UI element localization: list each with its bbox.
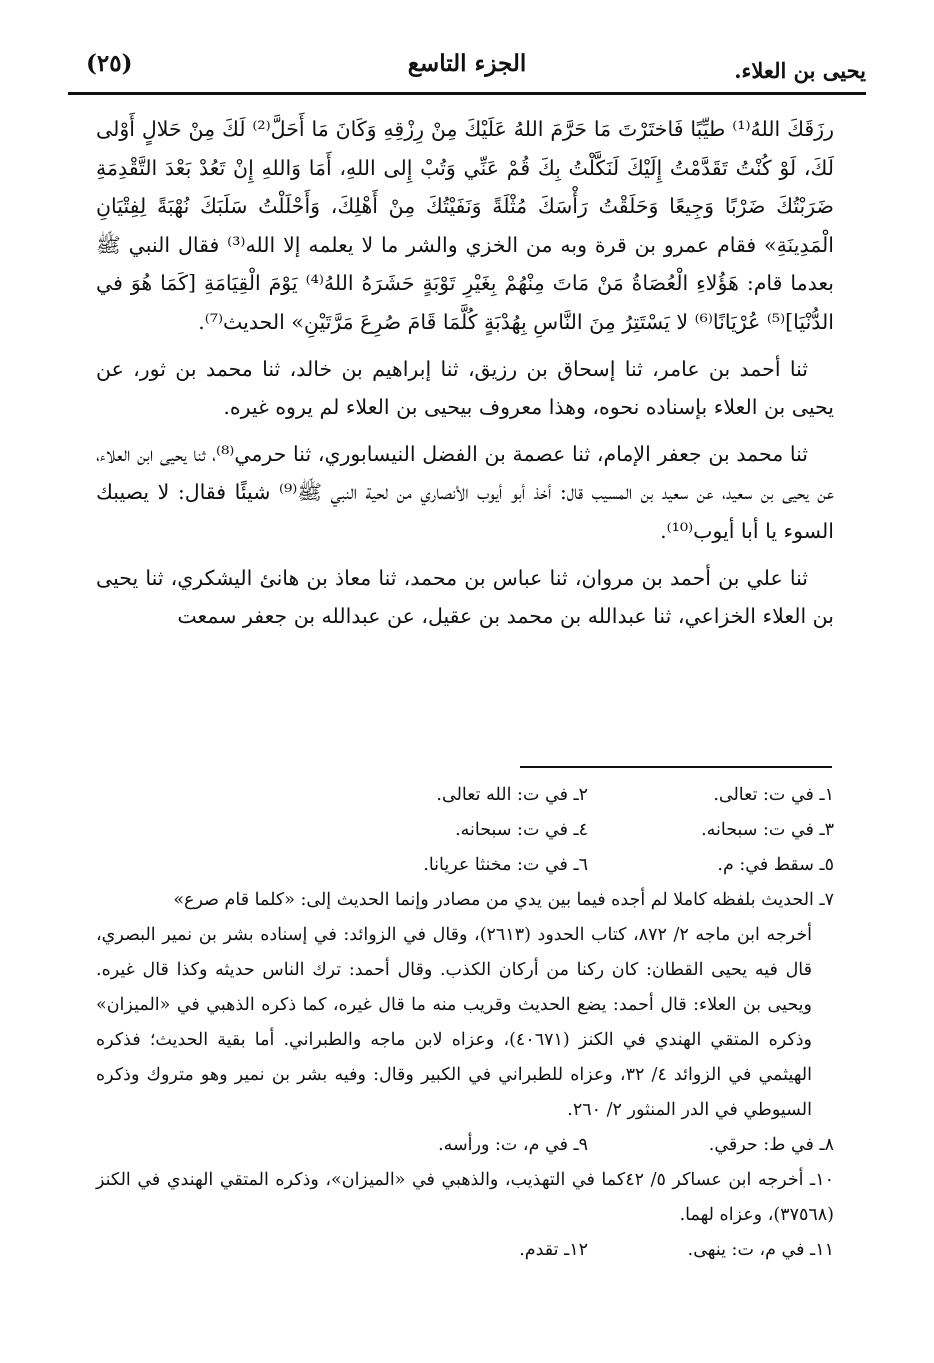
footnote: ٤ـ في ت: سبحانه. xyxy=(455,820,589,840)
paragraph: ثنا أحمد بن عامر، ثنا إسحاق بن رزيق، ثنا إبراهيم بن خالد، ثنا محمد بن ثور، عن يحيى بن العلاء بإسناده نحوه، وهذا معروف بيحيى بن العلاء لم يروه غيره. xyxy=(96,356,834,420)
page-header xyxy=(68,40,866,95)
text-line: يَوْمَ الْقِيَامَةِ [كَمَا هُوَ في الدُّنْيَا]⁽⁵⁾ عُرْيَانًا⁽⁶⁾ لا يَسْتَتِرُ مِنَ النَّاسِ بِهُدْبَةٍ كُلَّمَا قَامَ صُرِعَ xyxy=(96,271,834,334)
text-line: سَلَبَكَ نُهْبَةً لِفِتْيَانِ الْمَدِينَةِ» فقام عمرو بن قرة وبه من الخزي والشر ما لا يعلمه إلا xyxy=(96,194,834,257)
running-title: يحيى بن العلاء. xyxy=(734,58,866,83)
hadith-text xyxy=(96,110,834,342)
text-line: مَرَّتَيْنِ» الحديث⁽⁷⁾. xyxy=(198,309,354,334)
footnote-row xyxy=(96,1233,834,1268)
text-line: رزَقَكَ اللهُ⁽¹⁾ طيِّبًا فَاختَرْتَ مَا حَرَّمَ اللهُ عَلَيْكَ مِنْ رِزْقِهِ وَكَانَ مَا أَحَلَّ⁽²⁾ لَكَ مِنْ حَلالٍ xyxy=(141,117,834,141)
footnotes xyxy=(96,778,834,1268)
footnote-7-body: أخرجه ابن ماجه ٢/ ٨٧٢، كتاب الحدود (٢٦١٣)، وقال في الزوائد: في إسناده بشر بن نمير البصري، قال فيه يحيى القطان: كان ركنا من أركان الكذب. وقال أحمد: ترك الناس حديثه وكذا قال غيره. ويحيى بن العلاء: قال أحمد: يضع الحديث وقريب منه ما قال غيره، كما ذكره الذهبي في «الميزان» وذكره المتقي الهندي في الكنز (٤٠٦٧١)، وعزاه لابن ماجه والطبراني. أما بقية الحديث؛ فذكره الهيثمي في الزوائد ٤/ ٣٢، وعزاه للطبراني في الكبير وقال: وفيه بشر بن نمير وهو متروك وذكره السيوطي في الدر المنثور ٢/ ٢٦٠. xyxy=(96,925,812,1120)
footnote: ٣ـ في ت: سبحانه. xyxy=(701,820,834,840)
footnote: ٨ـ في ط: حرقي. xyxy=(708,1135,834,1155)
text-line: الله⁽³⁾ فقال النبي ﷺ بعدما قام: هَؤُلاءِ الْعُصَاةُ مَنْ مَاتَ مِنْهُمْ بِغَيْرِ تَوْبَةٍ حَشَرَهُ اللهُ⁽⁴⁾ xyxy=(96,232,834,296)
footnote-row xyxy=(96,778,834,813)
footnote: ٥ـ سقط في: م. xyxy=(717,855,834,875)
footnote-10: ١٠ـ أخرجه ابن عساكر ٥/ ٤٢كما في التهذيب، والذهبي في «الميزان»، وذكره المتقي الهندي في الكنز (٣٧٥٦٨)، وعزاه لهما. xyxy=(96,1170,834,1225)
footnote: ١ـ في ت: تعالى. xyxy=(713,785,834,805)
part-title: الجزء التاسع xyxy=(407,50,527,77)
footnote: ٦ـ في ت: مخنثا عريانا. xyxy=(423,855,589,875)
footnote-row xyxy=(96,848,834,883)
footnote-row xyxy=(96,813,834,848)
paragraph: ثنا علي بن أحمد بن مروان، ثنا عباس بن محمد، ثنا معاذ بن هانئ اليشكري، ثنا يحيى بن العلاء الخزاعي، ثنا عبدالله بن محمد بن عقيل، عن عبدالله بن جعفر سمعت xyxy=(96,565,834,629)
footnote: ٢ـ في ت: الله تعالى. xyxy=(436,785,589,805)
footnote: ١١ـ في م، ت: ينهى. xyxy=(687,1240,834,1260)
footnote-separator xyxy=(520,766,832,768)
paragraph: ثنا محمد بن جعفر الإمام، ثنا عصمة بن الفضل النيسابوري، ثنا حرمي⁽⁸⁾، ثنا يحيى ابن العلاء، عن يحيى بن سعيد، عن سعيد بن المسيب قال: أخذ أبو أيوب الأنصاري من لحية النبي ﷺ⁽⁹⁾ شيئًا فقال: لا يصيبك السوء يا أبا أيوب⁽¹⁰⁾. xyxy=(96,441,834,543)
main-text xyxy=(96,110,834,636)
footnote-7-heading: ٧ـ الحديث بلفظه كاملا لم أجده فيما بين يدي من مصادر وإنما الحديث إلى: «كلما قام صرع» xyxy=(173,890,834,910)
text-line: أَوْلى لَكَ، لَوْ كُنْتُ تَقَدَّمْتُ إِلَيْكَ لَنَكَّلْتُ بِكَ قُمْ عَنِّي وَتُبْ إِلى اللهِ، أَمَا وَاللهِ إِنْ تَعُدْ xyxy=(96,117,834,180)
footnote: ٩ـ في م، ت: ورأسه. xyxy=(438,1135,589,1155)
page-number: (٢٥) xyxy=(86,50,133,77)
footnote-row xyxy=(96,1128,834,1163)
text-line: بَعْدَ التَّقْدِمَةِ ضَرَبْتُكَ ضَرْبًا وَجِيعًا وَحَلَقْتُ رَأْسَكَ مُثْلَةً وَنَفَيْتُكَ مِنْ أَهْلِكَ، وَأَحْلَلْتُ xyxy=(96,155,834,219)
footnote: ١٢ـ تقدم. xyxy=(519,1240,589,1260)
